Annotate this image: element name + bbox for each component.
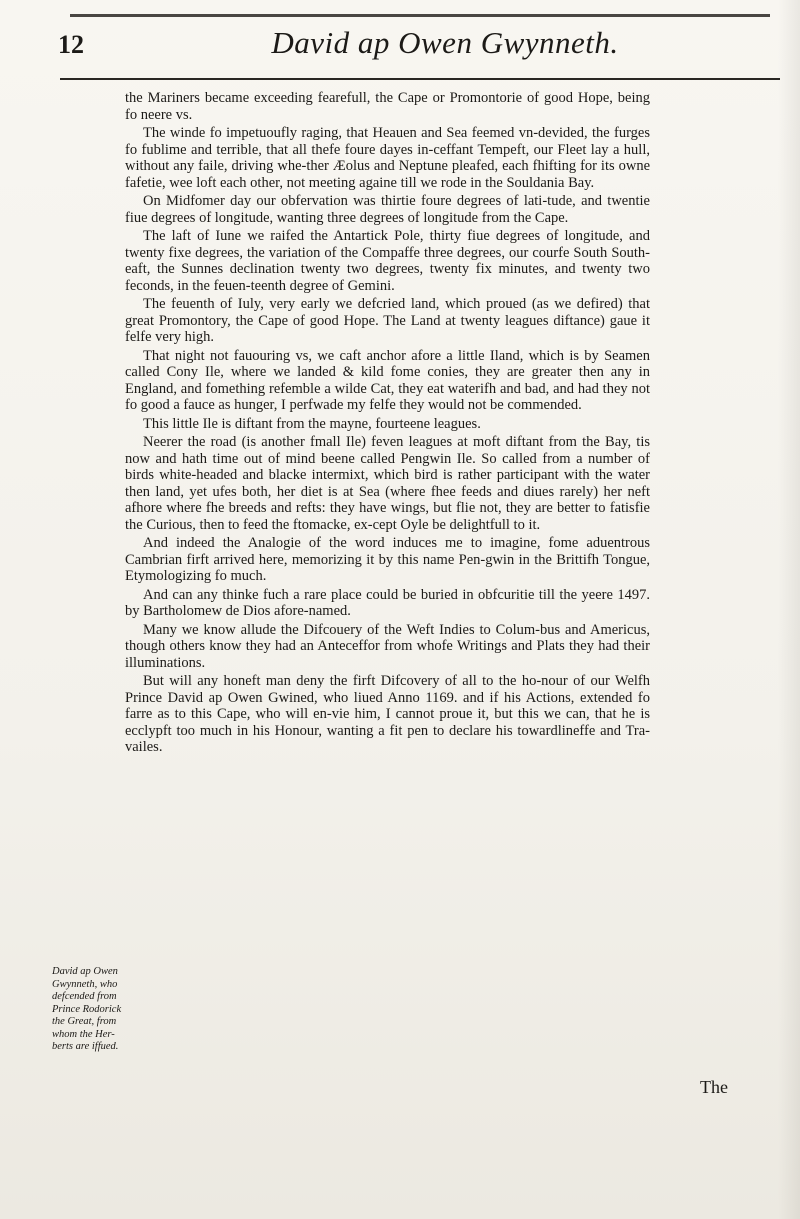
margin-note: David ap Owen Gwynneth, who defcended from Prince Rodorick the Great, from whom the Her-berts are iffued. [52, 966, 122, 1052]
paragraph: But will any honeft man deny the firft Difcovery of all to the ho-nour of our Welfh Prince David ap Owen Gwined, who liued Anno 1169. and if his Actions, extended fo farre as to this Cape, who will en-vie him, I cannot proue it, but this we can, that he is ecclypft too much in his Honour, wanting a fit pen to declare his towardlineffe and Tra-vailes. [125, 673, 650, 755]
page-number: 12 [58, 30, 84, 59]
catchword: The [700, 1077, 728, 1097]
paragraph: The laft of Iune we raifed the Antartick Pole, thirty fiue degrees of longitude, and twenty fixe degrees, the variation of the Compaffe three degrees, our courfe South South-eaft, the Sunnes declination twenty two degrees, twenty fix minutes, and twenty two feconds, in the feuen-teenth degree of Gemini. [125, 228, 650, 294]
paragraph: The winde fo impetuoufly raging, that Heauen and Sea feemed vn-devided, the furges fo fublime and terrible, that all thefe foure dayes in-ceffant Tempeft, our Fleet lay a hull, without any faile, driving whe-ther Æolus and Neptune pleafed, each fhifting for its owne fafetie, wee loft each other, not meeting againe till we rode in the Souldania Bay. [125, 125, 650, 191]
paragraph: And can any thinke fuch a rare place could be buried in obfcuritie till the yeere 1497. by Bartholomew de Dios afore-named. [125, 586, 650, 619]
paragraph: And indeed the Analogie of the word induces me to imagine, fome aduentrous Cambrian firft arrived here, memorizing it by this name Pen-gwin in the Brittifh Tongue, Etymologizing fo much. [125, 535, 650, 584]
paragraph: The feuenth of Iuly, very early we defcried land, which proued (as we defired) that great Promontory, the Cape of good Hope. The Land at twenty leagues diftance) gaue it felfe very high. [125, 296, 650, 345]
paragraph: the Mariners became exceeding fearefull, the Cape or Promontorie of good Hope, being fo neere vs. [125, 90, 650, 123]
paragraph: This little Ile is diftant from the mayne, fourteene leagues. [143, 415, 481, 432]
body-text [125, 90, 650, 758]
paragraph: On Midfomer day our obfervation was thirtie foure degrees of lati-tude, and twentie fiue degrees of longitude, wanting three degrees of longitude from the Cape. [125, 193, 650, 226]
paragraph: Neerer the road (is another fmall Ile) feven leagues at moft diftant from the Bay, tis now and hath time out of mind beene called Pengwin Ile. So called from a number of birds white-headed and blacke intermixt, which bird is rather participant with the water then land, yet ufes both, her diet is at Sea (where fhee feeds and diues rarely) her neft afhore where fhe breeds and refts: they have wings, but flie not, they are better to fatisfie the Curious, then to feed the ftomacke, ex-cept Oyle be delightfull to it. [125, 434, 650, 533]
page-edge-shadow [778, 0, 800, 1219]
running-head: David ap Owen Gwynneth. [271, 25, 619, 60]
top-rule [70, 14, 770, 17]
paragraph: Many we know allude the Difcouery of the Weft Indies to Colum-bus and Americus, though others know they had an Anteceffor from whofe Writings and Plats they had their illuminations. [125, 621, 650, 671]
head-rule [60, 78, 780, 80]
paragraph: That night not fauouring vs, we caft anchor afore a little Iland, which is by Seamen called Cony Ile, where we landed & kild fome conies, they are greater then any in England, and fomething refemble a wilde Cat, they eat waterifh and bad, and had they not fo good a fauce as hunger, I perfwade my felfe they would not be commended. [125, 347, 650, 413]
